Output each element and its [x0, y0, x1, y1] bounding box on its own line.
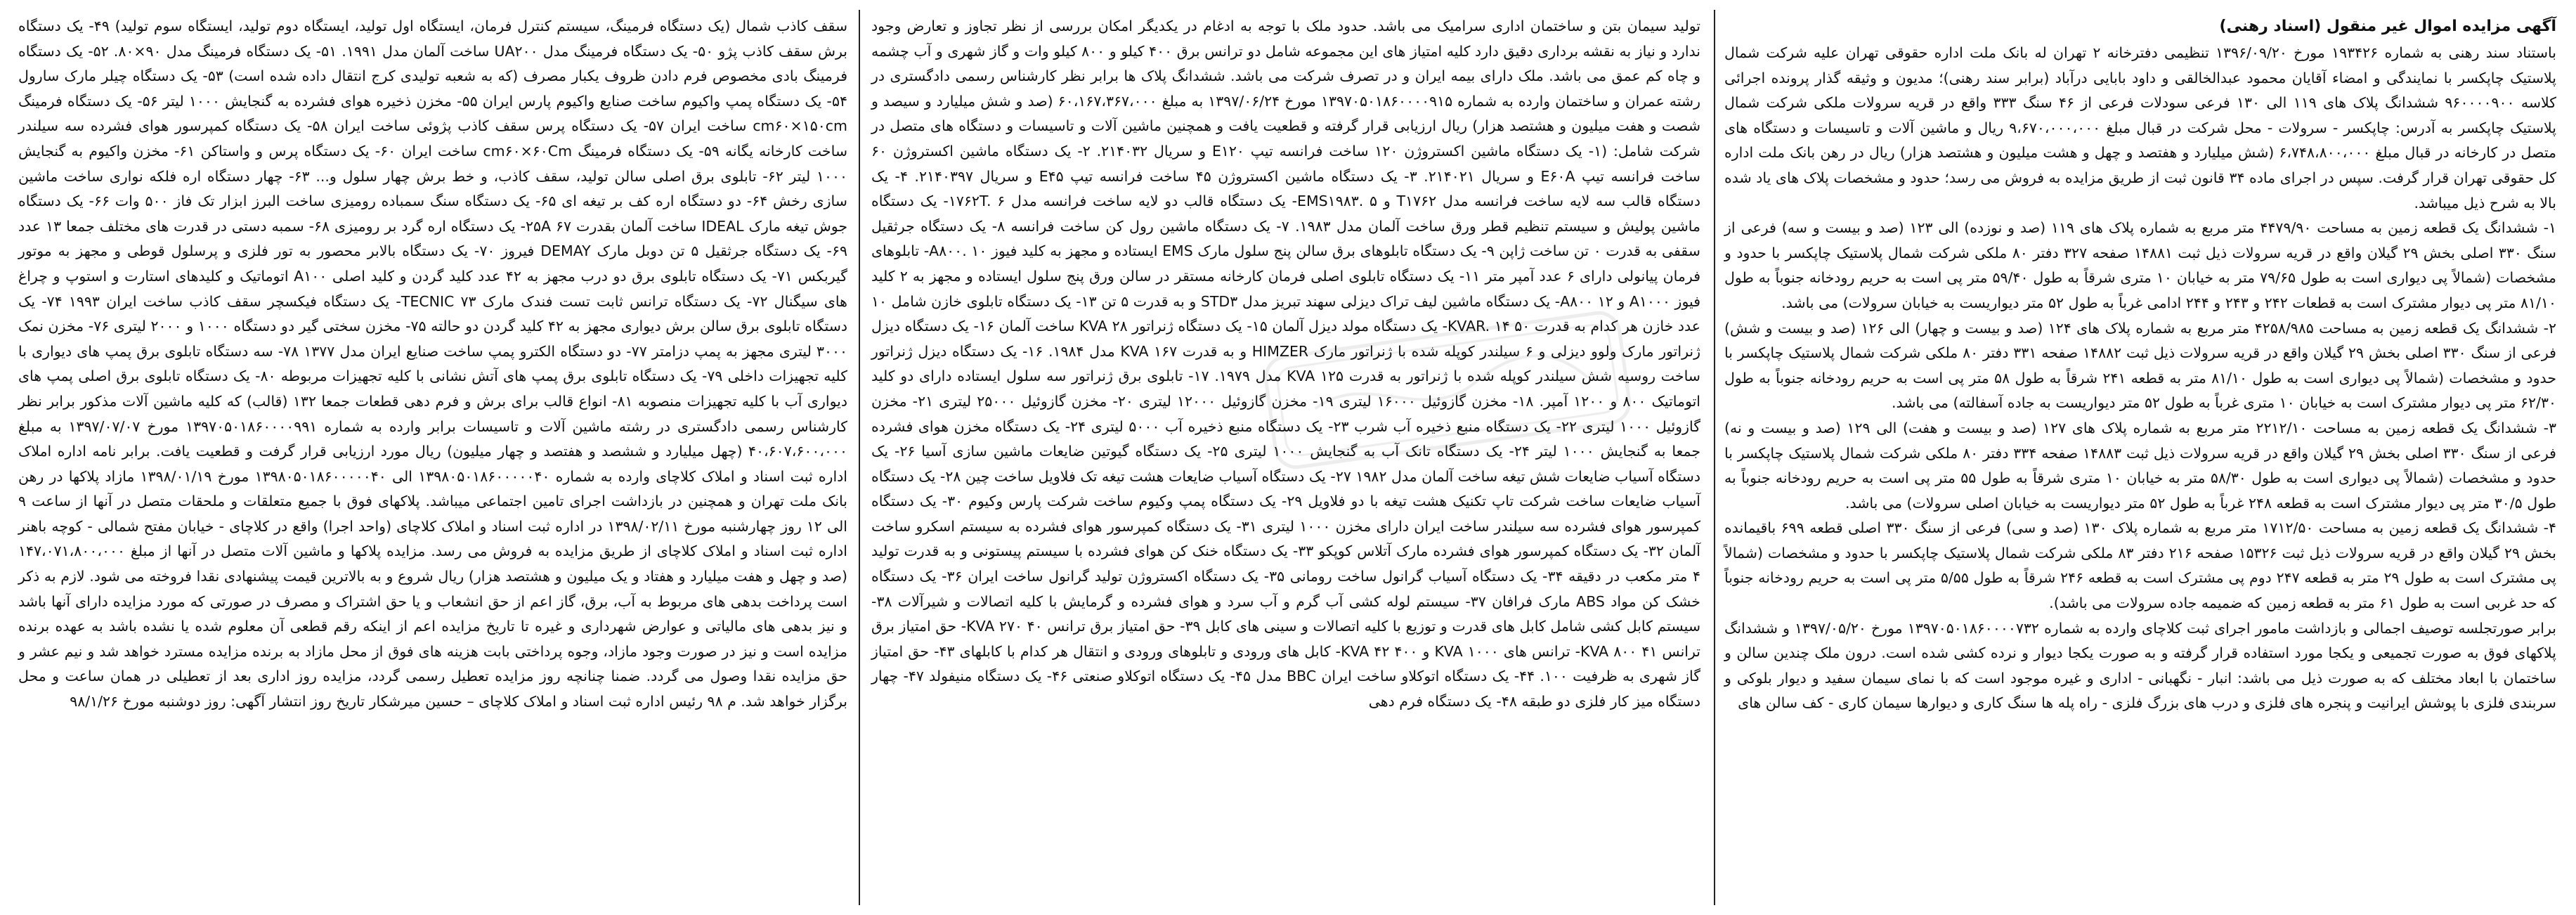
column-middle: [866, 10, 1706, 905]
column-divider: [1714, 10, 1715, 905]
plot-1-paragraph: ۱- ششدانگ یک قطعه زمین به مساحت ۴۴۷۹/۹۰ متر مربع به شماره پلاک های ۱۱۹ (صد و نوزده) الی ۱۲۳ (صد و بیست و سه) فرعی از سنگ ۳۳۰ اصلی بخش ۲۹ گیلان واقع در قریه سرولات ذیل ثبت ۱۴۸۸۱ صفحه ۳۲۷ دفتر ۸۰ ملکی شرکت شمال پلاستیک چاپکسر با حدود و مشخصات (شمالاً پی دیواری است به طول ۷۹/۶۵ متر به خیابان ۱۰ متری شرقاً به طول ۵۹/۴۰ متر پی است به حریم رودخانه جنوباً به طول ۸۱/۱۰ متر پی دیوار مشترک است به قطعات ۲۴۲ و ۲۴۳ و ۲۴۴ ادامی غرباً به طول ۵۲ متر دیواریست به خیابان سرولات) می باشد.: [1724, 219, 2557, 311]
notice-intro-paragraph: باستناد سند رهنی به شماره ۱۹۳۴۲۶ مورخ ۱۳۹۶/۰۹/۲۰ تنظیمی دفترخانه ۲ تهران له بانک ملت اداره حقوقی تهران علیه شرکت شمال پلاستیک چاپکسر با نمایندگی و امضاء آقایان محمود عبدالخالقی و داود بابایی درآباد (برابر سند رهنی)؛ مدیون و وثیقه گذار پرونده اجرائی کلاسه ۹۶۰۰۰۰۹۰۰ ششدانگ پلاک های ۱۱۹ الی ۱۳۰ فرعی سودلات فرعی از ۴۶ سنگ ۳۳۳ واقع در قریه سرولات ملکی شرکت شمال پلاستیک چاپکسر به آدرس: چاپکسر - سرولات - محل شرکت در قبال مبلغ ۹،۶۷۰،۰۰۰،۰۰۰ ریال و ماشین آلات و تاسیسات و دستگاه های متصل در کارخانه در قبال مبلغ ۶،۷۴۸،۸۰۰،۰۰۰ (شش میلیارد و هفتصد و چهل و هشت میلیون و هشتصد هزار) ریال در رهن بانک ملت اداره کل حقوقی تهران قرار گرفت. سپس در اجرای ماده ۳۴ قانون ثبت از طریق مزایده به فروش می رسد؛ حدود و مشخصات پلاک های یاد شده بالا به شرح ذیل میباشد.: [1724, 44, 2557, 212]
machinery-and-auction-terms-paragraph: سقف کاذب شمال (یک دستگاه فرمینگ، سیستم کنترل فرمان، ایستگاه اول تولید، ایستگاه دوم تولید، ایستگاه سوم تولید) ۴۹- یک دستگاه برش سقف کاذب پژو ۵۰- یک دستگاه فرمینگ مدل UA۲۰۰ ساخت آلمان مدل ۱۹۹۱. ۵۱- یک دستگاه فرمینگ مدل ۹۰×۸۰. ۵۲- یک دستگاه فرمینگ بادی مخصوص فرم دادن ظروف یکبار مصرف (که به شعبه تولیدی کرج انتقال داده شده است) ۵۳- یک دستگاه چیلر مارک سارول ۵۴- یک دستگاه پمپ واکیوم ساخت صنایع واکیوم پارس ایران ۵۵- مخزن ذخیره هوای فشرده به گنجایش ۱۰۰۰ لیتر ۵۶- یک دستگاه فرمینگ cm۶۰×۱۵۰cm ساخت ایران ۵۷- یک دستگاه پرس سقف کاذب پژوئی ساخت ایران ۵۸- یک دستگاه کمپرسور هوای فشرده سه سیلندر ساخت کارخانه یگانه ۵۹- یک دستگاه فرمینگ cm۶۰×۶۰Cm ساخت ایران ۶۰- یک دستگاه پرس و واستاکن ۶۱- مخزن واکیوم به گنجایش ۱۰۰۰ لیتر ۶۲- تابلوی برق اصلی سالن تولید، سقف کاذب، و خط برش چهار سلول و... ۶۳- چهار دستگاه اره فلکه نواری ساخت ماشین سازی رخش ۶۴- دو دستگاه اره کف بر تیغه ای ۶۵- یک دستگاه سنگ سمباده رومیزی ساخت البرز ابزار تک فاز ۵۰۰ وات ۶۶- یک دستگاه جوش تیغه مارک IDEAL ساخت آلمان بقدرت ۲۵A ۶۷- یک دستگاه اره گرد بر رومیزی ۶۸- سمبه دستی در قدرت های مختلف جمعا ۱۳ عدد ۶۹- یک دستگاه جرثقیل ۵ تن دوبل مارک DEMAY فیروز ۷۰- یک دستگاه بالابر محصور به تور فلزی و پرسلول قوطی و مجهز به موتور گیربکس ۷۱- یک دستگاه تابلوی برق دو درب مجهز به ۴۲ عدد کلید گردن و کلید اصلی A۱۰۰ اتوماتیک و کلیدهای استارت و استوپ و چراغ های سیگنال ۷۲- یک دستگاه ترانس ثابت تست فندک مارک TECNIC ۷۳- یک دستگاه فیکسچر سقف کاذب ساخت ایران ۱۹۹۳ ۷۴- یک دستگاه تابلوی برق سالن برش دیواری مجهز به ۴۲ کلید گردن دو حالته ۷۵- مخزن سختی گیر دو دستگاه ۱۰۰۰ و ۲۰۰۰ لیتری ۷۶- مخزن نمک ۳۰۰۰ لیتری مجهز به پمپ دزامتر ۷۷- دو دستگاه الکترو پمپ ساخت صنایع ایران مدل ۱۳۷۷ ۷۸- سه دستگاه تابلوی برق پمپ های دیواری با کلیه تجهیزات داخلی ۷۹- یک دستگاه تابلوی برق پمپ های آتش نشانی با کلیه تجهیزات مربوطه ۸۰- یک دستگاه تابلوی برق اصلی پمپ های دیواری آب با کلیه تجهیزات منصوبه ۸۱- انواع قالب برای برش و فرم دهی قطعات جمعا ۱۳۲ (قالب) که کلیه ماشین آلات مذکور برابر نظر کارشناس رسمی دادگستری در رشته ماشین آلات و تاسیسات برابر وارده به شماره ۱۳۹۷۰۵۰۱۸۶۰۰۰۰۹۹۱ مورخ ۱۳۹۷/۰۷/۰۷ به مبلغ ۴۰،۶۰۷،۶۰۰،۰۰۰ (چهل میلیارد و ششصد و هفتصد و چهار میلیون) ریال مورد ارزیابی قرار گرفت و قطعیت یافت. برابر نامه اداره املاک اداره ثبت اسناد و املاک کلاچای وارده به شماره ۱۳۹۸۰۵۰۱۸۶۰۰۰۰۰۴۰ الی ۱۳۹۸۰۵۰۱۸۶۰۰۰۰۰۴۰ مورخ ۱۳۹۸/۰۱/۱۹ مازاد پلاکها در رهن بانک ملت تهران و همچنین در بازداشت اجرای تامین اجتماعی میباشد. پلاکهای فوق با جمیع متعلقات و ملحقات متصل در آنها از ساعت ۹ الی ۱۲ روز چهارشنبه مورخ ۱۳۹۸/۰۲/۱۱ در اداره ثبت اسناد و املاک کلاچای (واحد اجرا) واقع در کلاچای - خیابان مفتح شمالی - کوچه باهنر اداره ثبت اسناد و املاک کلاچای از طریق مزایده به فروش می رسد. مزایده پلاکها و ماشین آلات متصل در آنها از مبلغ ۱۴۷،۰۷۱،۸۰۰،۰۰۰ (صد و چهل و هفت میلیارد و هفتاد و یک میلیون و هشتصد هزار) ریال شروع و به بالاترین قیمت پیشنهادی نقدا فروخته می شود. لازم به ذکر است پرداخت بدهی های مربوط به آب، برق، گاز اعم از حق انشعاب و یا حق اشتراک و مصرف در صورتی که مورد مزایده دارای آنها باشد و نیز بدهی های مالیاتی و عوارض شهرداری و غیره تا تاریخ مزایده اعم از اینکه رقم قطعی آن معلوم شده یا نشده باشد به عهده برنده مزایده است و نیز در صورت وجود مازاد، وجوه پرداختی بابت هزینه های فوق از محل مازاد به برنده مزایده مسترد خواهد شد و نیم عشر و حق مزایده نقدا وصول می گردد. ضمنا چنانچه روز مزایده تعطیل رسمی گردد، مزایده روز اداری بعد از تعطیلی در همان ساعت و محل برگزار خواهد شد. م ۹۸ رئیس اداره ثبت اسناد و املاک کلاچای – حسین میرشکار تاریخ روز انتشار آگهی: روز دوشنبه مورخ ۹۸/۱/۲۶: [18, 18, 848, 710]
plot-3-paragraph: ۳- ششدانگ یک قطعه زمین به مساحت ۲۲۱۲/۱۰ متر مربع به شماره پلاک های ۱۲۷ (صد و بیست و هفت) الی ۱۲۹ (صد و بیست و نه) فرعی از سنگ ۳۳۰ اصلی بخش ۲۹ گیلان واقع در قریه سرولات ذیل ثبت ۱۴۸۸۳ صفحه ۳۳۴ دفتر ۸۰ ملکی شرکت شمال پلاستیک چاپکسر با حدود و مشخصات (شمالاً پی دیواری است به طول ۵۸/۳۰ متر به خیابان ۱۰ متری شرقاً به طول ۵۵ متر پی است به حریم رودخانه جنوباً به طول ۳۰/۵ متر پی دیوار مشترک است به قطعه ۲۴۸ غرباً به طول ۵۲ متر دیواریست به خیابان اصلی سرولات) می باشد.: [1724, 419, 2556, 512]
inspection-paragraph: برابر صورتجلسه توصیف اجمالی و بازداشت مامور اجرای ثبت کلاچای وارده به شماره ۱۳۹۷۰۵۰۱۸۶۰۰۰۰۷۳۲ مورخ ۱۳۹۷/۰۵/۲۰ و ششدانگ پلاکهای فوق به صورت تجمیعی و یکجا مورد استفاده قرار گرفته و به صورت یکجا دیوار و نرده کشی شده است. درون ملک چندین سالن و ساختمان با ابعاد مختلف که به صورت ذیل می باشد: انبار - نگهبانی - اداری و غیره موجود است که با نمای سیمان سفید و دیوار بلوکی و سربندی فلزی با پوشش ایرانیت و پنجره های فلزی و درب های بزرگ فلزی - راه پله ها سنگ کاری و دیوارها سیمان کاری - کف سالن های: [1724, 619, 2556, 712]
notice-heading: آگهی مزایده اموال غیر منقول (اسناد رهنی): [2219, 18, 2556, 35]
appraisal-and-machinery-paragraph: تولید سیمان بتن و ساختمان اداری سرامیک می باشد. حدود ملک با توجه به ادغام در یکدیگر امکان بررسی از نظر تجاوز و تعارض وجود ندارد و نیاز به نقشه برداری دقیق دارد کلیه امتیاز های این مجموعه شامل دو ترانس برق ۴۰۰ کیلو و ۸۰۰ کیلو وات و گاز شهری و آب چشمه و چاه کم عمق می باشد. ملک دارای بیمه ایران و در تصرف شرکت می باشد. ششدانگ پلاک ها برابر نظر کارشناس رسمی دادگستری در رشته عمران و ساختمان وارده به شماره ۱۳۹۷۰۵۰۱۸۶۰۰۰۰۹۱۵ مورخ ۱۳۹۷/۰۶/۲۴ به مبلغ ۶۰،۱۶۷،۳۶۷،۰۰۰ (صد و شش میلیارد و سیصد و شصت و هفت میلیون و هشتصد هزار) ریال ارزیابی قرار گرفته و قطعیت یافت و همچنین ماشین آلات و تاسیسات و دستگاه های متصل در شرکت شامل: (۱- یک دستگاه ماشین اکستروژن ۱۲۰ ساخت فرانسه تیپ E۱۲۰ و سریال ۲۱۴۰۳۲. ۲- یک دستگاه ماشین اکستروژن ۶۰ ساخت فرانسه تیپ E۶۰A و سریال ۲۱۴۰۲۱. ۳- یک دستگاه ماشین اکستروژن ۴۵ ساخت فرانسه تیپ E۴۵ و سریال ۲۱۴۰۳۹۷. ۴- یک دستگاه قالب سه لایه ساخت فرانسه مدل T۱۷۶۲ و EMS۱۹۸۳. ۵- یک دستگاه قالب دو لایه ساخت فرانسه مدل ۱۷۶۲T. ۶- یک دستگاه ماشین پولیش و سیستم تنظیم قطر ورق ساخت آلمان مدل ۱۹۸۳. ۷- یک دستگاه ماشین رول کن ساخت فرانسه ۸- یک دستگاه جرثقیل سقفی به قدرت ۰ تن ساخت ژاپن ۹- یک دستگاه تابلوهای برق سالن پنج سلول مارک EMS ایستاده و مجهز به کلید فیوز A۸۰۰. ۱۰- تابلوهای فرمان پیانولی دارای ۶ عدد آمپر متر ۱۱- یک دستگاه تابلوی اصلی فرمان کارخانه مستقر در سالن ورق پنج سلول ایستاده و مجهز به ۲ کلید فیوز A۱۰۰۰ و A۸۰۰ ۱۲- یک دستگاه ماشین لیف تراک دیزلی سهند تبریز مدل STD۳ و به قدرت ۵ تن ۱۳- یک دستگاه تابلوی خازن شامل ۱۰ عدد خازن هر کدام به قدرت ۵۰ KVAR. ۱۴- یک دستگاه مولد دیزل آلمان ۱۵- یک دستگاه ژنراتور ۲۸ KVA ساخت آلمان ۱۶- یک دستگاه دیزل ژنراتور مارک ولوو دیزلی و ۶ سیلندر کوپله شده با ژنراتور مارک HIMZER و به قدرت ۱۶۷ KVA مدل ۱۹۸۴. ۱۶- یک دستگاه دیزل ژنراتور ساخت روسیه شش سیلندر کوپله شده با ژنراتور به قدرت ۱۲۵ KVA مدل ۱۹۷۹. ۱۷- تابلوی برق ژنراتور سه سلول ایستاده دارای دو کلید اتوماتیک ۸۰۰ و ۱۲۰۰ آمپر. ۱۸- مخزن گازوئیل ۱۶۰۰۰ لیتری ۱۹- مخزن گازوئیل ۱۲۰۰۰ لیتری ۲۰- مخزن گازوئیل ۲۵۰۰۰ لیتری ۲۱- مخزن گازوئیل ۱۰۰۰ لیتری ۲۲- یک دستگاه منبع ذخیره آب شرب ۲۳- یک دستگاه منبع ذخیره آب ۵۰۰۰ لیتری ۲۴- یک دستگاه مخزن هوای فشرده جمعا به گنجایش ۱۰۰۰ لیتر ۲۴- یک دستگاه تانک آب به گنجایش ۱۰۰۰ لیتری ۲۵- یک دستگاه گیوتین ضایعات ماشین سازی آسیا ۲۶- یک دستگاه آسیاب ضایعات شش تیغه ساخت آلمان مدل ۱۹۸۲ ۲۷- یک دستگاه آسیاب ضایعات هشت تیغه تک فلاویل ساخت چین ۲۸- یک دستگاه آسیاب ضایعات ساخت شرکت تاپ تکنیک هشت تیغه با دو فلاویل ۲۹- یک دستگاه پمپ وکیوم ساخت شرکت پارس وکیوم ۳۰- یک دستگاه کمپرسور هوای فشرده سه سیلندر ساخت ایران دارای مخزن ۱۰۰۰ لیتری ۳۱- یک دستگاه کمپرسور هوای فشرده به سیستم اسکرو ساخت آلمان ۳۲- یک دستگاه کمپرسور هوای فشرده مارک آتلاس کوپکو ۳۳- یک دستگاه خنک کن هوای فشرده با سیستم پیستونی و به قدرت تولید ۴ متر مکعب در دقیقه ۳۴- یک دستگاه آسیاب گرانول ساخت رومانی ۳۵- یک دستگاه اکستروژن تولید گرانول ساخت ایران ۳۶- یک دستگاه خشک کن مواد ABS مارک فرافان ۳۷- سیستم لوله کشی آب گرم و آب سرد و هوای فشرده و گرمایش با کلیه اتصالات و شیرآلات ۳۸- سیستم کابل کشی شامل کابل های قدرت و توزیع با کلیه اتصالات و سینی های کابل ۳۹- حق امتیاز برق ترانس KVA ۲۷۰ ۴۰- حق امتیاز برق ترانس KVA ۸۰۰ ۴۱- ترانس های KVA ۱۰۰۰ و ۴۰۰ KVA ۴۲- کابل های ورودی و تابلوهای ورودی و انتقال هر کدام با کابلهای ۴۳- حق امتیاز گاز شهری به ظرفیت ۱۰۰. ۴۴- یک دستگاه اتوکلاو ساخت ایران BBC مدل ۴۵- یک دستگاه اتوکلاو صنعتی ۴۶- یک دستگاه منیفولد ۴۷- چهار دستگاه میز کار فلزی دو طبقه ۴۸- یک دستگاه فرم دهی: [871, 18, 1701, 710]
plot-2-paragraph: ۲- ششدانگ یک قطعه زمین به مساحت ۴۲۵۸/۹۸۵ متر مربع به شماره پلاک های ۱۲۴ (صد و بیست و چهار) الی ۱۲۶ (صد و بیست و شش) فرعی از سنگ ۳۳۰ اصلی بخش ۲۹ گیلان واقع در قریه سرولات ذیل ثبت ۱۴۸۸۲ صفحه ۳۳۱ دفتر ۸۰ ملکی شرکت شمال پلاستیک چاپکسر با حدود و مشخصات (شمالاً پی دیواری است به طول ۸۱/۱۰ متر به قطعه ۲۴۱ شرقاً به طول ۵۸ متر پی است به حریم رودخانه جنوباً به طول ۶۲/۳۰ متر پی دیوار مشترک است به خیابان ۱۰ متری غرباً به طول ۵۲ متر دیواریست به جاده آسفالته) می باشد.: [1724, 319, 2557, 412]
column-divider: [859, 10, 860, 905]
column-right: [1720, 10, 2563, 905]
plot-4-paragraph: ۴- ششدانگ یک قطعه زمین به مساحت ۱۷۱۲/۵۰ متر مربع به شماره پلاک ۱۳۰ (صد و سی) فرعی از سنگ ۳۳۰ اصلی قطعه ۶۹۹ باقیمانده بخش ۲۹ گیلان واقع در قریه سرولات ذیل ثبت ۱۵۳۲۶ صفحه ۲۱۶ دفتر ۸۳ ملکی شرکت شمال پلاستیک چاپکسر با حدود و مشخصات (شمالاً پی مشترک است به طول ۲۹ متر به قطعه ۲۴۷ دوم پی مشترک است به قطعه ۲۴۶ شرقاً به طول ۵/۵۵ متر پی است به حریم رودخانه جنوباً که حد غربی است به طول ۶۱ متر به قطعه زمین که ضمیمه جاده سرولات می باشد).: [1724, 519, 2556, 612]
column-left: [13, 10, 853, 905]
page-bottom-edge: [0, 905, 2576, 915]
